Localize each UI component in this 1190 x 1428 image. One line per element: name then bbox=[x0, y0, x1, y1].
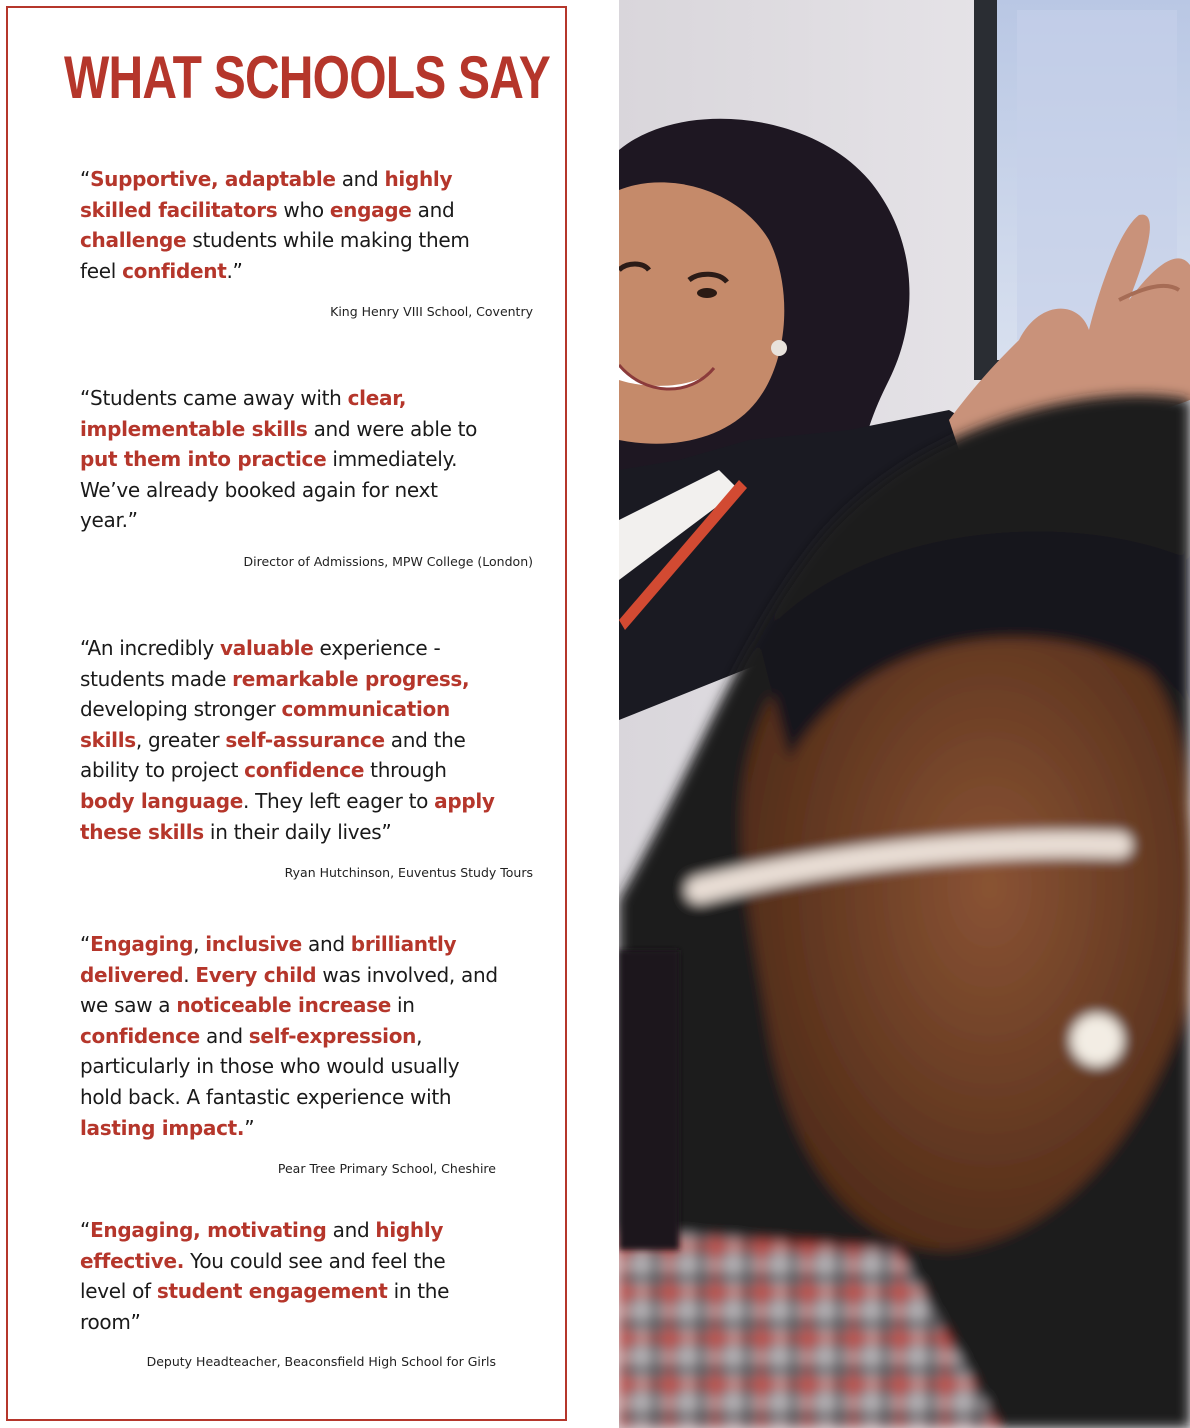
quote-text: and were able to bbox=[307, 416, 478, 441]
testimonial-quote bbox=[80, 929, 502, 1143]
quote-highlight: highly skilled facilitators bbox=[80, 167, 453, 222]
quote-highlight: confidence bbox=[244, 758, 365, 783]
testimonial-attribution: Ryan Hutchinson, Euventus Study Tours bbox=[284, 865, 533, 880]
quote-text: in bbox=[390, 993, 415, 1018]
quote-highlight: self-expression bbox=[248, 1023, 417, 1048]
quote-text: “ bbox=[80, 167, 91, 191]
testimonial-quote bbox=[80, 164, 490, 286]
quote-highlight: valuable bbox=[220, 636, 314, 660]
quote-highlight: confident bbox=[122, 258, 227, 283]
quote-text: “ bbox=[80, 932, 91, 956]
quote-text: “ bbox=[80, 1218, 91, 1242]
quote-text: in the room” bbox=[80, 1279, 450, 1334]
quote-highlight: apply these skills bbox=[80, 788, 495, 844]
testimonial-attribution: Deputy Headteacher, Beaconsfield High School for Girls bbox=[146, 1354, 496, 1369]
quote-highlight: Every child bbox=[195, 962, 317, 987]
testimonial-attribution: Director of Admissions, MPW College (London) bbox=[243, 554, 533, 569]
quote-highlight: brilliantly delivered bbox=[80, 932, 457, 987]
quote-text: You could see and feel the level of bbox=[80, 1248, 446, 1304]
quote-highlight: Supportive, adaptable bbox=[90, 167, 336, 191]
quote-text: , particularly in those who would usually hold back. A fantastic experience with bbox=[80, 1023, 460, 1109]
students-photo bbox=[619, 0, 1190, 1428]
panel-title: WHAT SCHOOLS SAY bbox=[64, 44, 550, 111]
quote-text: ” bbox=[244, 1115, 255, 1140]
quote-text: and bbox=[335, 167, 385, 191]
quote-text: and bbox=[301, 932, 351, 956]
quote-text: . bbox=[183, 962, 196, 987]
quote-highlight: self-assurance bbox=[225, 727, 385, 752]
quote-highlight: student engagement bbox=[156, 1279, 388, 1304]
quote-text: and bbox=[326, 1218, 376, 1242]
quote-highlight: communication skills bbox=[80, 697, 450, 752]
quote-text: .” bbox=[226, 258, 243, 283]
quote-text: and the ability to project bbox=[80, 727, 466, 783]
testimonial-quote bbox=[80, 633, 502, 847]
quote-text: developing stronger bbox=[80, 697, 282, 722]
quote-text: “An incredibly bbox=[80, 636, 221, 660]
quote-text: was involved, and we saw a bbox=[80, 962, 498, 1018]
testimonials-panel bbox=[6, 6, 567, 1421]
quote-highlight: remarkable progress, bbox=[232, 666, 470, 691]
quote-text: immediately. We’ve already booked again for next year.” bbox=[80, 447, 458, 533]
quote-text: experience - students made bbox=[80, 636, 441, 691]
quote-highlight: inclusive bbox=[205, 932, 302, 956]
quote-text: and bbox=[199, 1023, 249, 1048]
quote-highlight: noticeable increase bbox=[176, 993, 391, 1018]
quote-text: who bbox=[277, 197, 330, 222]
quote-text: through bbox=[364, 758, 447, 783]
quote-highlight: lasting impact. bbox=[80, 1115, 245, 1140]
quote-text: . They left eager to bbox=[243, 788, 435, 813]
testimonial-attribution: Pear Tree Primary School, Cheshire bbox=[277, 1161, 496, 1176]
quote-highlight: Engaging, motivating bbox=[90, 1218, 327, 1242]
quote-text: in their daily lives” bbox=[203, 819, 392, 844]
quote-highlight: Engaging bbox=[90, 932, 194, 956]
quote-highlight: body language bbox=[80, 788, 243, 813]
quote-highlight: challenge bbox=[80, 228, 187, 253]
quote-text: , bbox=[193, 932, 206, 956]
quote-text: , greater bbox=[135, 727, 226, 752]
testimonial-attribution: King Henry VIII School, Coventry bbox=[330, 304, 533, 319]
quote-text: and bbox=[411, 197, 455, 222]
quote-highlight: clear, implementable skills bbox=[80, 386, 407, 441]
testimonial-quote bbox=[80, 383, 490, 536]
quote-text: students while making them feel bbox=[80, 228, 470, 283]
quote-text: “Students came away with bbox=[80, 386, 348, 410]
quote-highlight: highly effective. bbox=[80, 1218, 444, 1273]
quote-highlight: engage bbox=[329, 197, 412, 222]
quote-highlight: put them into practice bbox=[80, 447, 327, 472]
quote-highlight: confidence bbox=[80, 1023, 200, 1048]
testimonial-quote bbox=[80, 1215, 480, 1337]
